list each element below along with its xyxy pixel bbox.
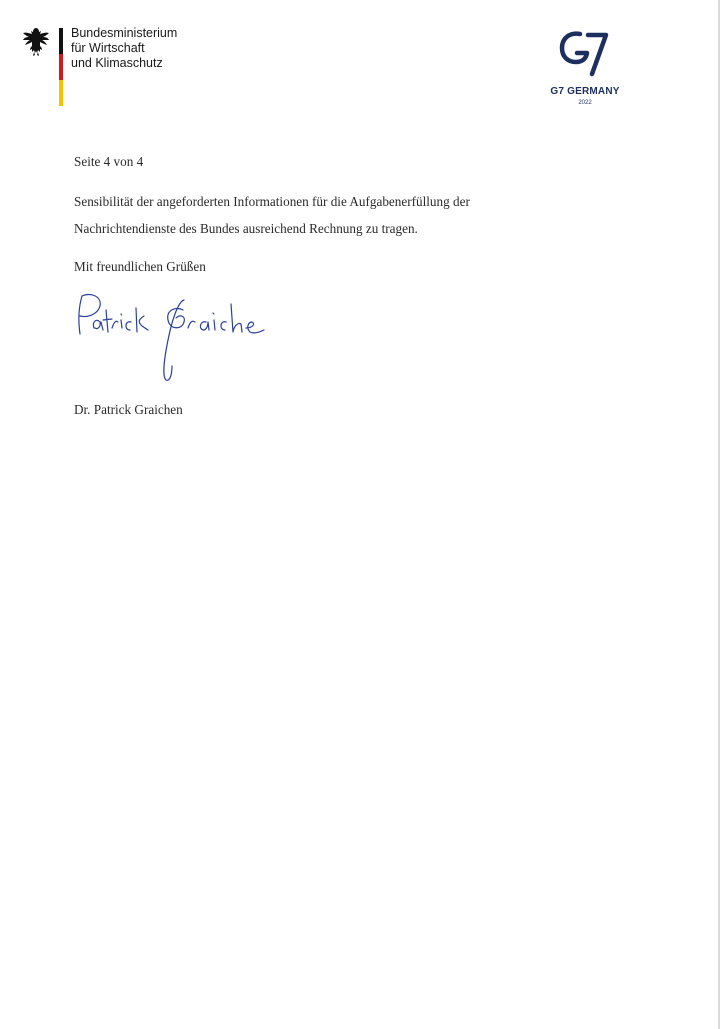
g7-mark-icon bbox=[558, 26, 612, 82]
ministry-line: für Wirtschaft bbox=[71, 41, 145, 55]
handwritten-signature bbox=[68, 290, 268, 385]
page-number: Seite 4 von 4 bbox=[74, 154, 144, 169]
g7-logo bbox=[540, 26, 630, 112]
signer-name: Dr. Patrick Graichen bbox=[74, 402, 183, 417]
paragraph-line: Nachrichtendienste des Bundes ausreichend Rechnung zu tragen. bbox=[74, 221, 418, 236]
closing-salutation: Mit freundlichen Grüßen bbox=[74, 259, 206, 274]
letter-paragraph bbox=[74, 188, 470, 242]
paragraph-line: Sensibilität der angeforderten Informationen für die Aufgabenerfüllung der bbox=[74, 194, 470, 209]
g7-year: 2022 bbox=[578, 100, 592, 106]
g7-label: G7 GERMANY bbox=[550, 86, 620, 97]
flag-bar bbox=[59, 28, 63, 106]
ministry-line: und Klimaschutz bbox=[71, 56, 163, 70]
federal-eagle-icon bbox=[22, 26, 50, 58]
ministry-line: Bundesministerium bbox=[71, 26, 178, 40]
ministry-name bbox=[71, 26, 177, 71]
